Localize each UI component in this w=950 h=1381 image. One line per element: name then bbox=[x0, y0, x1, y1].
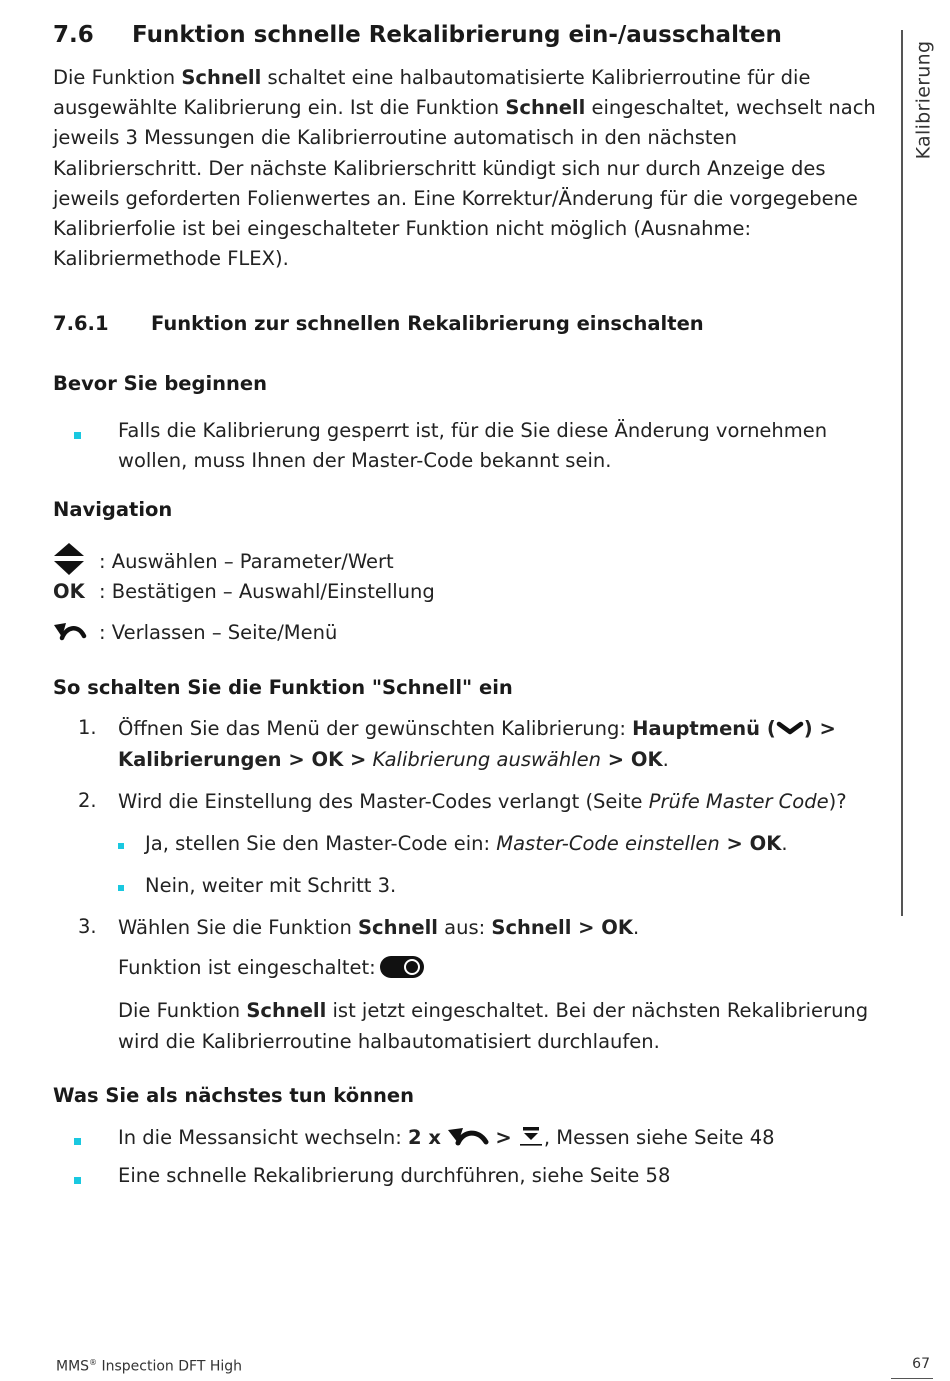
step-3-bold-2: Schnell > OK bbox=[491, 916, 633, 939]
page-number: 67 bbox=[912, 1356, 930, 1372]
step-1-bold-4: > OK bbox=[601, 748, 663, 771]
back-arrow-icon bbox=[447, 1126, 489, 1149]
section-title: Funktion schnelle Rekalibrierung ein-/ausschalten bbox=[132, 22, 782, 48]
intro-text-3: eingeschaltet, wechselt nach jeweils 3 Messungen die Kalibrierroutine automatisch in den nächsten Kalibrierschritt. Der nächste Kalibrierschritt kündigt sich nur durch Anzeige des jeweils geforderten Folienwertes an. Eine Korrektur/Änderung für die vorgegebene Kalibrierfolie ist bei eingeschalteter Funktion nicht möglich (Ausnahme: Kalibriermethode FLEX). bbox=[53, 96, 876, 271]
bullet-marker bbox=[118, 843, 124, 849]
step-1-bold-3: Kalibrierungen > OK > bbox=[118, 748, 367, 771]
step-2-text bbox=[118, 786, 893, 817]
step-2-number: 2. bbox=[78, 789, 97, 812]
step-1-text bbox=[118, 713, 893, 775]
step-1-number: 1. bbox=[78, 716, 97, 739]
step-3-status-text: Funktion ist eingeschaltet: bbox=[118, 956, 376, 979]
nav-row-exit bbox=[53, 618, 337, 647]
step-1-bold-1: Hauptmenü ( bbox=[632, 717, 776, 740]
next-item-1-gt: > bbox=[495, 1126, 512, 1149]
step-3-text bbox=[118, 912, 893, 943]
footer-product-rest: Inspection DFT High bbox=[97, 1358, 243, 1375]
step-2-sub-yes-text: Ja, stellen Sie den Master-Code ein: bbox=[145, 832, 497, 855]
step-3-result-bold: Schnell bbox=[246, 999, 327, 1022]
subsection-heading bbox=[53, 312, 888, 335]
step-3-text-1: Wählen Sie die Funktion bbox=[118, 916, 359, 939]
intro-text-1: Die Funktion bbox=[53, 66, 182, 89]
bullet-marker bbox=[74, 1138, 81, 1145]
before-heading: Bevor Sie beginnen bbox=[53, 372, 268, 395]
step-2-italic: Prüfe Master Code bbox=[648, 790, 829, 813]
bullet-marker bbox=[74, 432, 81, 439]
ok-symbol: OK bbox=[53, 580, 85, 603]
step-3-text-3: . bbox=[633, 916, 640, 939]
section-number: 7.6 bbox=[53, 22, 94, 48]
step-3-bold-1: Schnell bbox=[358, 916, 438, 939]
next-item-2: Eine schnelle Rekalibrierung durchführen, siehe Seite 58 bbox=[118, 1164, 671, 1187]
step-2-text-2: )? bbox=[828, 790, 847, 813]
step-2-sub-yes-end: . bbox=[781, 832, 788, 855]
nav-exit-text: : Verlassen – Seite/Menü bbox=[99, 621, 338, 644]
side-tab bbox=[906, 30, 940, 170]
intro-paragraph bbox=[53, 63, 888, 274]
step-3-result bbox=[118, 995, 888, 1057]
step-2-text-1: Wird die Einstellung des Master-Codes verlangt (Seite bbox=[118, 790, 649, 813]
step-3-status bbox=[118, 952, 893, 983]
footer-product bbox=[56, 1358, 242, 1375]
back-arrow-icon bbox=[53, 618, 99, 647]
before-item: Falls die Kalibrierung gesperrt ist, für die Sie diese Änderung vornehmen wollen, muss Ihnen der Master-Code bekannt sein. bbox=[118, 419, 828, 472]
next-item-1-text-2: , Messen siehe Seite 48 bbox=[543, 1126, 775, 1149]
bullet-marker bbox=[74, 1177, 81, 1184]
nav-confirm-text: : Bestätigen – Auswahl/Einstellung bbox=[99, 580, 435, 603]
step-1-italic: Kalibrierung auswählen bbox=[366, 748, 602, 771]
step-2-sub-yes-italic: Master-Code einstellen bbox=[496, 832, 720, 855]
side-rule bbox=[901, 30, 903, 916]
step-1-text-2: . bbox=[662, 748, 669, 771]
step-1-text-1: Öffnen Sie das Menü der gewünschten Kalibrierung: bbox=[118, 717, 633, 740]
subsection-number: 7.6.1 bbox=[53, 312, 109, 336]
step-3-result-text-2: ist jetzt eingeschaltet. Bei der nächsten Rekalibrierung wird die Kalibrierroutine halbautomatisiert durchlaufen. bbox=[118, 999, 869, 1053]
step-2-sub-yes bbox=[145, 828, 885, 859]
intro-text-2: schaltet eine halbautomatisierte Kalibrierroutine für die ausgewählte Kalibrierung ein. Ist die Funktion bbox=[53, 66, 811, 120]
step-1-bold-2: ) > bbox=[803, 717, 836, 740]
main-content bbox=[53, 22, 888, 335]
next-heading: Was Sie als nächstes tun können bbox=[53, 1084, 414, 1107]
nav-select-text: : Auswählen – Parameter/Wert bbox=[99, 550, 394, 573]
next-item-1-text-1: In die Messansicht wechseln: bbox=[118, 1126, 408, 1149]
step-3-result-text-1: Die Funktion bbox=[118, 999, 247, 1022]
step-2-sub-no: Nein, weiter mit Schritt 3. bbox=[145, 874, 397, 897]
nav-row-select bbox=[53, 542, 394, 581]
up-down-arrows-icon bbox=[53, 542, 99, 581]
chevron-down-icon bbox=[776, 717, 804, 740]
toggle-on-icon bbox=[380, 956, 424, 978]
bullet-marker bbox=[118, 885, 124, 891]
step-2-sub-yes-bold: > OK bbox=[719, 832, 782, 855]
section-heading bbox=[53, 22, 888, 48]
intro-bold-1: Schnell bbox=[181, 66, 262, 89]
step-3-text-2: aus: bbox=[437, 916, 492, 939]
footer-product-name: MMS bbox=[56, 1358, 90, 1375]
step-3-number: 3. bbox=[78, 915, 97, 938]
navigation-heading: Navigation bbox=[53, 498, 173, 521]
next-item-1-bold: 2 x bbox=[407, 1126, 441, 1149]
subsection-title: Funktion zur schnellen Rekalibrierung einschalten bbox=[151, 312, 704, 336]
footer-registered-mark: ® bbox=[89, 1358, 98, 1367]
nav-row-confirm bbox=[53, 580, 435, 603]
measure-icon bbox=[518, 1126, 544, 1149]
howto-heading: So schalten Sie die Funktion "Schnell" ein bbox=[53, 676, 513, 699]
side-tab-label: Kalibrierung bbox=[912, 40, 935, 160]
next-item-1 bbox=[118, 1123, 888, 1153]
footer-rule bbox=[891, 1378, 933, 1379]
intro-bold-2: Schnell bbox=[505, 96, 586, 120]
